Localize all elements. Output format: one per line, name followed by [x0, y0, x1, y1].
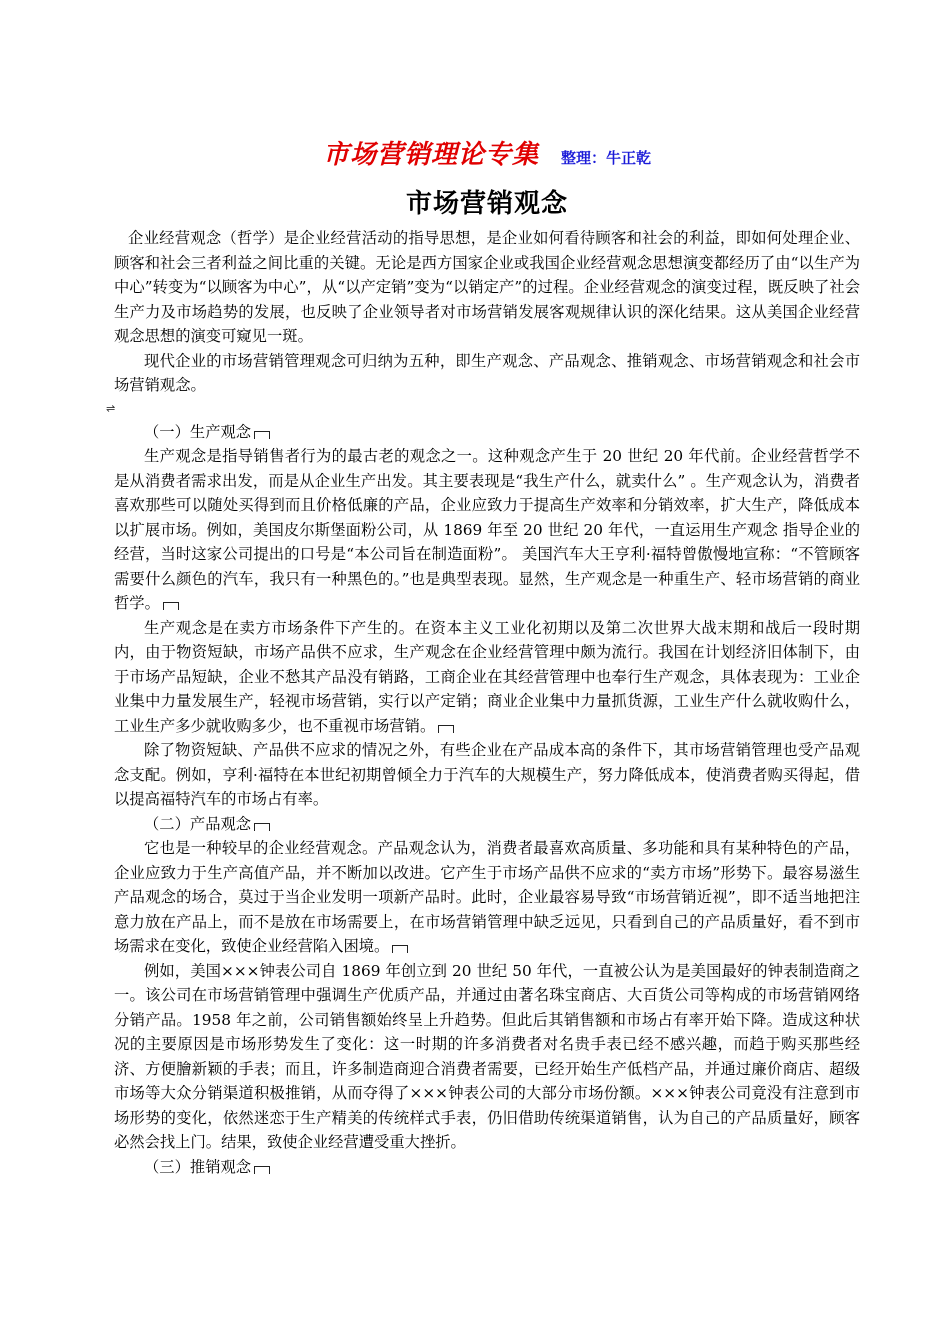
paragraph-text: 它也是一种较早的企业经营观念。产品观念认为，消费者最喜欢高质量、多功能和具有某种特色的产品，企业应致力于生产高值产品，并不断加以改进。它产生于市场产品供不应求的“卖方市场”形势下。最容易滋生产品观念的场合，莫过于当企业发明一项新产品时。此时，企业最容易导致“市场营销近视”，即不适当地把注意力放在产品上，而不是放在市场需要上，在市场营销管理中缺乏远见，只看到自己的产品质量好，看不到市场需求在变化，致使企业经营陷入困境。 — [114, 839, 860, 955]
section-heading-selling — [114, 1155, 860, 1180]
paragraph-production-2 — [114, 616, 860, 739]
paragraph-mark-icon — [254, 823, 270, 831]
paragraph-production-1 — [114, 444, 860, 616]
paragraph-mark-icon — [254, 431, 270, 439]
series-title: 市场营销理论专集 — [322, 140, 539, 170]
document-body — [106, 226, 860, 1179]
paragraph-text: 生产观念是指导销售者行为的最古老的观念之一。这种观念产生于 20 世纪 20 年代前。企业经营哲学不是从消费者需求出发，而是从企业生产出发。其主要表现是“我生产什么，就卖什么” 。生产观念认为，消费者喜欢那些可以随处买得到而且价格低廉的产品，企业应致力于提高生产效率和分销效率，扩大生产，降低成本以扩展市场。例如，美国皮尔斯堡面粉公司，从 1869 年至 20 世纪 20 年代，一直运用生产观念 指导企业的经营，当时这家公司提出的口号是“本公司旨在制造面粉”。 美国汽车大王亨利·福特曾傲慢地宣称：“不管顾客需要什么颜色的汽车，我只有一种黑色的。”也是典型表现。显然，生产观念是一种重生产、轻市场营销的商业哲学。 — [114, 447, 860, 612]
document-page — [106, 130, 860, 1179]
paragraph-production-3: 除了物资短缺、产品供不应求的情况之外，有些企业在产品成本高的条件下，其市场营销管理也受产品观念支配。例如，亨利·福特在本世纪初期曾倾全力于汽车的大规模生产，努力降低成本，使消费者购买得起，借以提高福特汽车的市场占有率。 — [114, 741, 860, 808]
paragraph-text: 生产观念是在卖方市场条件下产生的。在资本主义工业化初期以及第二次世界大战末期和战后一段时期内，由于物资短缺，市场产品供不应求，生产观念在企业经营管理中颇为流行。我国在计划经济旧体制下，由于市场产品短缺，企业不愁其产品没有销路，工商企业在其经营管理中也奉行生产观念，具体表现为：工业企业集中力量发展生产，轻视市场营销，实行以产定销；商业企业集中力量抓货源，工业生产什么就收购什么，工业生产多少就收购多少，也不重视市场营销。 — [114, 618, 860, 735]
intro-paragraph-1: 企业经营观念（哲学）是企业经营活动的指导思想，是企业如何看待顾客和社会的利益，即如何处理企业、顾客和社会三者利益之间比重的关键。无论是西方国家企业或我国企业经营观念思想演变都经历了由“以生产为中心”转变为“以顾客为中心”，从“以产定销”变为“以销定产”的过程。企业经营观念的演变过程，既反映了社会生产力及市场趋势的发展，也反映了企业领导者对市场营销发展客观规律认识的深化结果。这从美国企业经营观念思想的演变可窥见一斑。 — [114, 229, 860, 345]
paragraph-product-2: 例如，美国×××钟表公司自 1869 年创立到 20 世纪 50 年代，一直被公认为是美国最好的钟表制造商之一。该公司在市场营销管理中强调生产优质产品，并通过由著名珠宝商店、大百货公司等构成的市场营销网络分销产品。1958 年之前，公司销售额始终呈上升趋势。但此后其销售额和市场占有率开始下降。造成这种状况的主要原因是市场形势发生了变化：这一时期的许多消费者对名贵手表已经不感兴趣，而趋于购买那些经济、方便膾新颖的手表；而且，许多制造商迎合消费者需要，已经开始生产低档产品，并通过廉价商店、超级市场等大众分销渠道积极推销，从而夺得了×××钟表公司的大部分市场份额。×××钟表公司竟没有注意到市场形势的变化，依然迷恋于生产精美的传统样式手表，仍旧借助传统渠道销售，认为自己的产品质量好，顾客必然会找上门。结果，致使企业经营遭受重大挫折。 — [114, 961, 860, 1151]
paragraph-product-1 — [114, 836, 860, 959]
paragraph-mark-icon — [392, 945, 408, 953]
intro-paragraph-2: 现代企业的市场营销管理观念可归纳为五种，即生产观念、产品观念、推销观念、市场营销观念和社会市场营销观念。 — [114, 351, 860, 394]
section-break-mark: ⇌ — [106, 401, 116, 415]
section-heading-production — [114, 420, 860, 445]
document-title: 市场营销观念 — [405, 189, 568, 219]
section-heading-product — [114, 812, 860, 837]
section-heading-text: （一）生产观念 — [144, 422, 252, 441]
paragraph-mark-icon — [163, 602, 179, 610]
paragraph-mark-icon — [438, 725, 454, 733]
section-heading-text: （二）产品观念 — [144, 814, 252, 833]
section-heading-text: （三）推销观念 — [144, 1157, 252, 1176]
paragraph-mark-icon — [254, 1166, 270, 1174]
compiler-credit: 整理：牛正乾 — [561, 149, 652, 167]
series-header — [114, 130, 860, 180]
